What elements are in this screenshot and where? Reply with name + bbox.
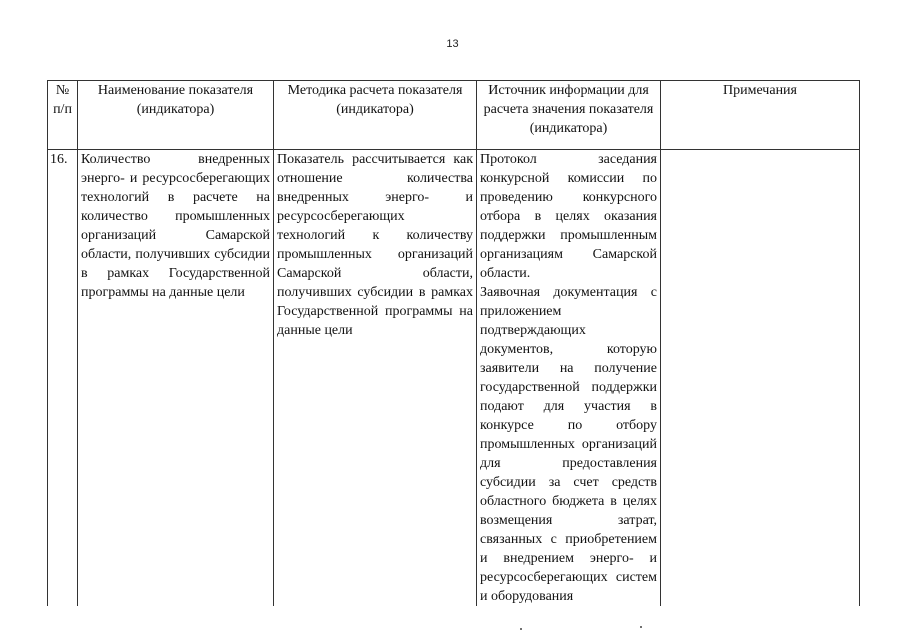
page-number: 13 bbox=[446, 38, 459, 50]
header-number-line1: № bbox=[55, 83, 70, 98]
source-paragraph-1: Протокол заседания конкурсной комиссии по проведению конкурсного отбора в целях оказания поддержки промышленным организациям Самарской области. bbox=[480, 152, 657, 281]
header-number-line2: п/п bbox=[53, 102, 72, 117]
table-header-row bbox=[48, 81, 860, 150]
source-paragraph-2: Заявочная документация с приложением подтверждающих документов, которую заявители на получение государственной поддержки подают для участия в конкурсе по отбору промышленных организаций для предоставления субсидии за счет средств областного бюджета в целях возмещения затрат, связанных с приобретением и внедрением энерго- и ресурсосберегающих систем и оборудования bbox=[480, 285, 657, 604]
scan-speck bbox=[640, 626, 642, 628]
header-notes: Примечания bbox=[661, 81, 860, 150]
row-indicator-name: Количество внедренных энерго- и ресурсосберегающих технологий в расчете на количество промышленных организаций Самарской области, получивших субсидии в рамках Государственной программы на данные цели bbox=[78, 150, 274, 607]
header-information-source: Источник информации для расчета значения показателя (индикатора) bbox=[477, 81, 661, 150]
table-row bbox=[48, 150, 860, 607]
header-number bbox=[48, 81, 78, 150]
header-indicator-name: Наименование показателя (индикатора) bbox=[78, 81, 274, 150]
row-calculation-method: Показатель рассчитывается как отношение количества внедренных энерго- и ресурсосберегающих технологий к количеству промышленных организаций Самарской области, получивших субсидии в рамках Государственной программы на данные цели bbox=[274, 150, 477, 607]
row-information-source bbox=[477, 150, 661, 607]
row-notes bbox=[661, 150, 860, 607]
row-number: 16. bbox=[48, 150, 78, 607]
scan-speck bbox=[520, 628, 522, 630]
header-calculation-method: Методика расчета показателя (индикатора) bbox=[274, 81, 477, 150]
indicators-table bbox=[47, 80, 860, 606]
